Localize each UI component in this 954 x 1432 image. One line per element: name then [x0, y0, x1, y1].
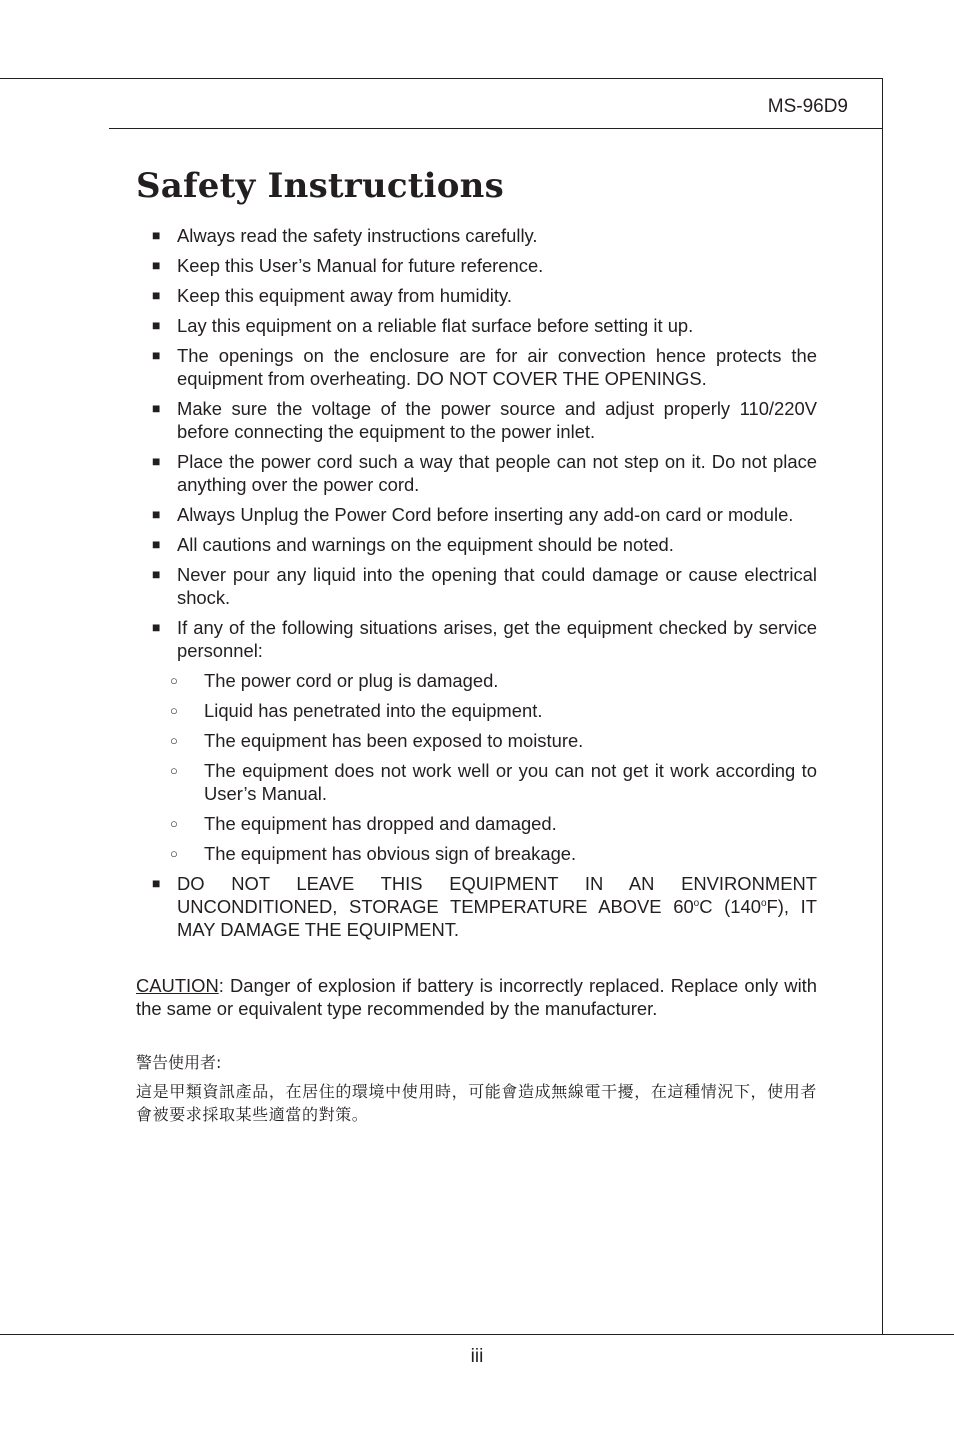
- sub-list-item: ○ The equipment has been exposed to moisture.: [170, 730, 584, 751]
- circle-bullet-icon: ○: [170, 703, 178, 718]
- list-item: ■ Always read the safety instructions carefully.: [152, 225, 538, 246]
- circle-bullet-icon: ○: [170, 846, 178, 861]
- circle-bullet-icon: ○: [170, 816, 178, 831]
- degree-sign: o: [760, 898, 767, 909]
- caution-note: [136, 974, 817, 1020]
- sub-list-item: ○ The equipment does not work well or you can not get it work according to User’s Manual.: [170, 760, 817, 804]
- sub-list-item: ○ Liquid has penetrated into the equipment.: [170, 700, 543, 721]
- list-item: ■ Never pour any liquid into the opening that could damage or cause electrical shock.: [152, 564, 817, 608]
- list-item: ■ If any of the following situations arises, get the equipment checked by service personnel:: [152, 617, 817, 661]
- chinese-warning-heading: 警告使用者:: [136, 1053, 222, 1072]
- right-margin-rule: [882, 78, 883, 1335]
- square-bullet-icon: ■: [152, 257, 161, 273]
- square-bullet-icon: ■: [152, 875, 161, 891]
- safety-list: [136, 224, 817, 941]
- footer-rule: [0, 1334, 954, 1335]
- list-item: ■ Lay this equipment on a reliable flat surface before setting it up.: [152, 315, 694, 336]
- sub-list-item: ○ The equipment has dropped and damaged.: [170, 813, 557, 834]
- circle-bullet-icon: ○: [170, 763, 178, 778]
- caution-label: CAUTION: [136, 975, 219, 996]
- page-number: iii: [470, 1346, 484, 1367]
- model-number: MS-96D9: [767, 96, 848, 117]
- header-rule: [109, 128, 883, 129]
- square-bullet-icon: ■: [152, 227, 161, 243]
- square-bullet-icon: ■: [152, 453, 161, 469]
- sub-list-item: ○ The power cord or plug is damaged.: [170, 670, 499, 691]
- square-bullet-icon: ■: [152, 400, 161, 416]
- safety-content: [136, 224, 817, 1126]
- caution-text: : Danger of explosion if battery is incorrectly replaced. Replace only with the same or equivalent type recommended by the manufacturer.: [136, 975, 817, 1019]
- list-item: ■ The openings on the enclosure are for air convection hence protects the equipment from overheating. DO NOT COVER THE OPENINGS.: [152, 345, 817, 389]
- list-item: ■ Keep this equipment away from humidity.: [152, 285, 512, 306]
- square-bullet-icon: ■: [152, 317, 161, 333]
- list-item: ■ Place the power cord such a way that people can not step on it. Do not place anything over the power cord.: [152, 451, 817, 495]
- list-item-temperature-warning: ■ DO NOT LEAVE THIS EQUIPMENT IN AN ENVIRONMENT UNCONDITIONED, STORAGE TEMPERATURE ABOVE 60$^o$C (140$^o$F), IT MAY DAMAGE THE EQUIPMENT.: [152, 873, 818, 940]
- square-bullet-icon: ■: [152, 619, 161, 635]
- sub-list-item: ○ The equipment has obvious sign of breakage.: [170, 843, 577, 864]
- square-bullet-icon: ■: [152, 347, 161, 363]
- chinese-warning: [136, 1051, 817, 1126]
- page-title: Safety Instructions: [136, 166, 504, 206]
- circle-bullet-icon: ○: [170, 673, 178, 688]
- square-bullet-icon: ■: [152, 287, 161, 303]
- list-item: ■ Always Unplug the Power Cord before inserting any add-on card or module.: [152, 504, 794, 525]
- degree-sign: o: [693, 898, 700, 909]
- square-bullet-icon: ■: [152, 506, 161, 522]
- square-bullet-icon: ■: [152, 566, 161, 582]
- list-item: ■ Make sure the voltage of the power source and adjust properly 110/220V before connecting the equipment to the power inlet.: [152, 398, 817, 442]
- top-rule: [0, 78, 883, 79]
- circle-bullet-icon: ○: [170, 733, 178, 748]
- list-item: ■ All cautions and warnings on the equipment should be noted.: [152, 534, 674, 555]
- square-bullet-icon: ■: [152, 536, 161, 552]
- list-item: ■ Keep this User’s Manual for future reference.: [152, 255, 544, 276]
- chinese-warning-body: 這是甲類資訊產品，在居住的環境中使用時，可能會造成無線電干擾，在這種情況下，使用者會被要求採取某些適當的對策。: [136, 1082, 817, 1124]
